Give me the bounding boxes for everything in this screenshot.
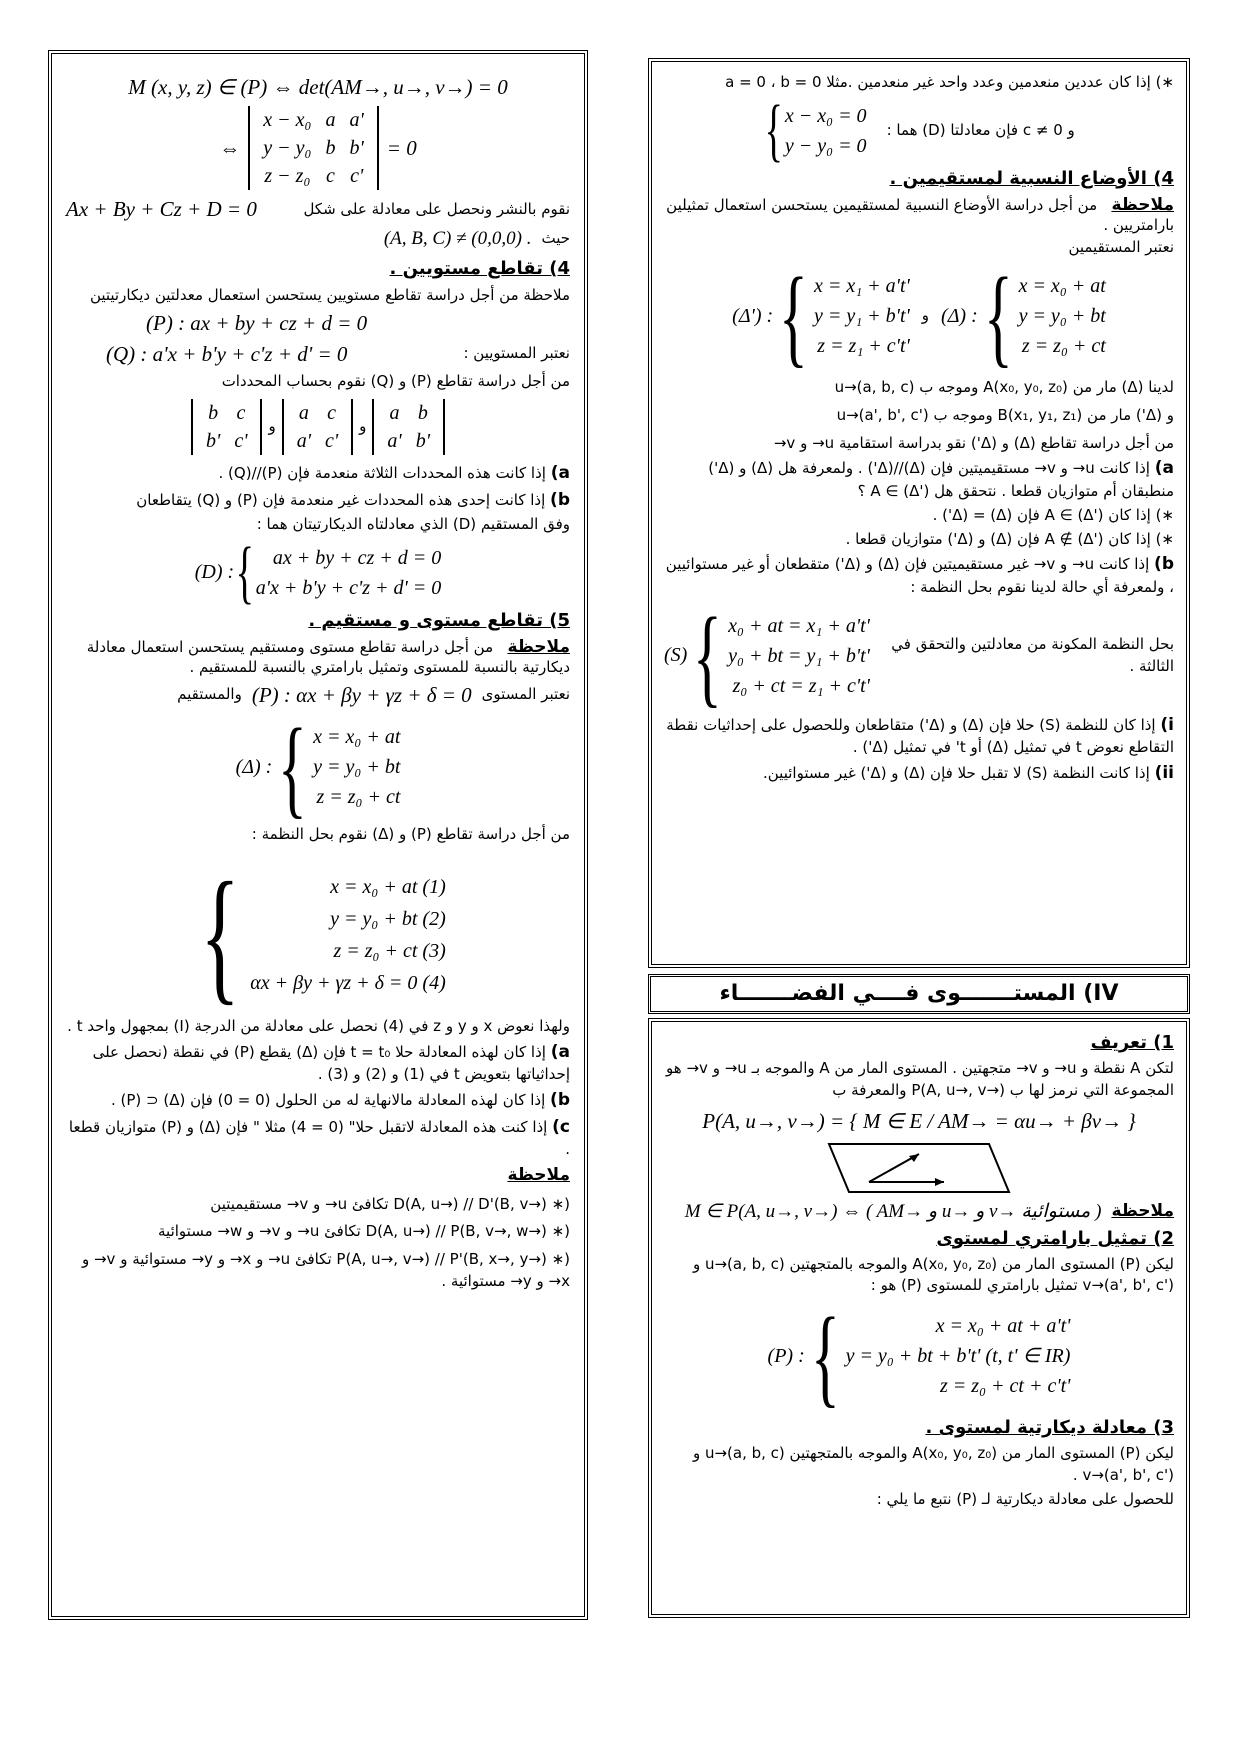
consider-plane-text: نعتبر المستوى [481, 684, 570, 703]
definition-equation: P(A, u→, v→) = { M ∈ E / AM→ = αu→ + βv→ } [702, 1108, 1136, 1133]
where-line [66, 225, 570, 253]
where-text: حيث [541, 228, 570, 247]
intersect-text: من أجل دراسة تقاطع (P) و (Q) نقوم بحساب المحددات [221, 372, 570, 391]
right-bottom-panel [648, 1018, 1190, 1618]
det-ab: a b a' b' [372, 399, 445, 455]
cartesian-text: ليكن (P) المستوى المار من A(x₀, y₀, z₀) والموجه بالمتجهتين u→(a, b, c) و v→(a', b', c') . [692, 1444, 1174, 1485]
line-D-name: (D) : [194, 561, 235, 584]
right-top-panel [648, 58, 1190, 968]
definition-text: لتكن A نقطة و u→ و v→ متجهتين . المستوى المار من A والموجه بـ u→ و v→ هو المجموعة التي نرمز لها ب P(A, u→, v→) والمعرفة ب [666, 1059, 1174, 1099]
right-section-4-note: ملاحظة من أجل دراسة الأوضاع النسبية لمستقيمين يستحسن استعمال تمثيلين بارامتريين . [666, 194, 1174, 234]
brace-icon: { [779, 255, 809, 378]
big-system: { x = x₀ + at (1) y = y₀ + bt (2) z = z₀ + ct (3) αx + βy + γz + δ = 0 (4) [200, 851, 446, 1018]
plane-note-equation: M ∈ P(A, u→, v→) ⇔ ( AM→ و u→ و v→ مستوائية ) [684, 1201, 1102, 1223]
lines-case-a-2: ∗) إذا كان A ∉ (Δ') فإن (Δ) و (Δ') متوازيان قطعا . [845, 529, 1174, 548]
brace-icon: { [983, 255, 1013, 378]
have-delta: لدينا (Δ) مار من A(x₀, y₀, z₀) وموجه ب u→(a, b, c) [834, 378, 1174, 397]
lines-case-a: a) إذا كانت u→ و v→ مستقيميتين فإن (Δ)//(Δ') . ولمعرفة هل (Δ) و (Δ') منطبقان أم متوازيان قطعا . نتحقق هل A ∈ (Δ') ؟ [708, 458, 1174, 501]
remark-2: (∗ D(A, u→) // P(B, v→, w→) تكافئ u→ و v→ و w→ مستوائية [158, 1222, 570, 1241]
where-condition: (A, B, C) ≠ (0,0,0) . [383, 227, 532, 249]
plane-diagram [664, 1140, 1174, 1196]
section-4-note: ملاحظة من أجل دراسة تقاطع مستويين يستحسن استعمال معدلتين ديكارتيتين [89, 285, 570, 304]
det-equals-zero: = 0 [386, 136, 417, 161]
delta-prime-system: (Δ') : { x = x₁ + a't' y = y₁ + b't' z = z₁ + c't' [732, 255, 910, 378]
case-c-a: a) إذا كان لهذه المعادلة حلا t = t₀ فإن (Δ) يقطع (P) في نقطة (نحصل على إحداثياتها بتعويض t في (1) و (2) و (3) . [92, 1041, 570, 1084]
section-5-note: ملاحظة من أجل دراسة تقاطع مستوى ومستقيم يستحسن استعمال معادلة ديكارتية بالنسبة للمستوى وتمثيل بارامتري بالنسبة للمستقيم . [86, 637, 570, 677]
case-b: b) إذا كانت إحدى هذه المحددات غير منعدمة فإن (P) و (Q) يتقاطعان [136, 489, 570, 510]
brace-icon: { [693, 594, 723, 717]
cartesian-title: 3) معادلة ديكارتية لمستوى . [925, 1417, 1174, 1439]
det-ac: a c a' c' [282, 399, 353, 455]
brace-icon: { [200, 851, 241, 1018]
case-c-c: c) إذا كنت هذه المعادلة لاتقبل حلا" (0 = 4) مثلا " فإن (Δ) و (P) متوازيان قطعا . [68, 1116, 570, 1159]
lines-case-a-1: ∗) إذا كان A ∈ (Δ') فإن (Δ) = (Δ') . [932, 505, 1174, 524]
remark-3: (∗ P(A, u→, v→) // P'(B, x→, y→) تكافئ u→ و x→ و y→ مستوائية و v→ و x→ و y→ مستوائية . [81, 1250, 570, 1290]
delta-system-right: (Δ) : { x = x₀ + at y = y₀ + bt z = z₀ + ct [941, 255, 1106, 378]
lines-case-ii: ii) إذا كانت النظمة (S) لا تقبل حلا فإن (Δ) و (Δ') غير مستوائيين. [762, 763, 1174, 784]
parametric-title: 2) تمثيل بارامتري لمستوى [936, 1227, 1174, 1249]
delta-system: (Δ) : { x = x₀ + at y = y₀ + bt z = z₀ + ct [235, 706, 401, 829]
study-text: من أجل دراسة تقاطع (P) و (Δ) نقوم بحل النظمة : [251, 825, 570, 844]
cartesian-text-2: للحصول على معادلة ديكارتية لـ (P) نتبع ما يلي : [876, 1489, 1174, 1508]
zero-case-text: ∗) إذا كان عددين منعدمين وعدد واحد غير منعدمين .مثلا a = 0 ، b = 0 [725, 73, 1174, 91]
definition-title: 1) تعريف [1090, 1032, 1174, 1053]
det-3x3: x − x₀ a a' y − y₀ b b' z − z₀ c c' [248, 106, 378, 190]
brace-icon: { [810, 1295, 840, 1418]
brace-icon: { [764, 91, 784, 169]
parametric-text: ليكن (P) المستوى المار من A(x₀, y₀, z₀) والموجه بالمتجهتين u→(a, b, c) و v→(a', b', c') تمثيل بارامتري للمستوى (P) هو : [692, 1254, 1174, 1295]
case-a: a) إذا كانت هذه المحددات الثلاثة منعدمة فإن (P)//(Q) . [218, 462, 570, 483]
remark-1: (∗ D(A, u→) // D'(B, v→) تكافئ u→ و v→ مستقيميتين [210, 1194, 570, 1213]
zero-case-line: و c ≠ 0 فإن معادلتا (D) هما : { x − x₀ = 0 y − y₀ = 0 [764, 91, 1075, 169]
brace-icon: { [235, 533, 255, 611]
two-lines-systems: (Δ') : { x = x₁ + a't' y = y₁ + b't' z = z₁ + c't' و (Δ) : { x = x₀ + at y = y₀ + bt z = z₀ + ct [732, 255, 1106, 378]
consider-lines-text: نعتبر المستقيمين [1068, 238, 1174, 257]
plane-alpha-line [66, 680, 570, 710]
consider-planes-text: نعتبر المستويين : [463, 344, 570, 363]
lines-case-b: b) إذا كانت u→ و v→ غير مستقيميتين فإن (Δ) و (Δ') متقطعان أو غير مستوائيين ، ولمعرفة أي حالة لدينا نقوم بحل النظمة : [665, 554, 1174, 596]
brace-icon: { [278, 706, 308, 829]
determinants-row [66, 399, 570, 455]
lines-case-i: i) إذا كان للنظمة (S) حلا فإن (Δ) و (Δ') متقاطعان وللحصول على إحداثيات نقطة التقاطع نعوض t في تمثيل (Δ) أو t' في تمثيل (Δ') . [666, 714, 1174, 757]
det-bc: b c b' c' [191, 399, 262, 455]
det-3x3-block [66, 106, 570, 190]
and-line-text: والمستقيم [177, 684, 242, 703]
det-separator: و [268, 417, 276, 436]
study-lines: من أجل دراسة تقاطع (Δ) و (Δ') نقو بدراسة استقامية u→ و v→ [773, 433, 1174, 452]
plane-note-line: ملاحظة M ∈ P(A, u→, v→) ⇔ ( AM→ و u→ و v→ مستوائية ) [664, 1198, 1174, 1226]
plane-Q-equation: (Q) : a'x + b'y + c'z + d' = 0 [106, 341, 348, 366]
right-section-4-title: 4) الأوضاع النسبية لمستقيمين . [889, 167, 1174, 189]
line-D-system: (D) : { ax + by + cz + d = 0 a'x + b'y + c'z + d' = 0 [194, 533, 442, 611]
have-delta-prime: و (Δ') مار من B(x₁, y₁, z₁) وموجه ب u→(a', b', c') [836, 405, 1174, 424]
case-b-continued: وفق المستقيم (D) الذي معادلتاه الديكارتيتان هما : [256, 515, 570, 534]
plane-Q-line [66, 339, 570, 369]
S-system-line: بحل النظمة المكونة من معادلتين والتحقق في الثالثة . (S) { x₀ + at = x₁ + a't' y₀ + bt = y₁ + b't' z₀ + ct = z₁ + c't' [664, 594, 1174, 717]
plane-P-equation: (P) : ax + by + cz + d = 0 [146, 311, 368, 336]
plane-determinant-condition: M (x, y, z) ∈ (P) ⇔ det(AM→, u→, v→) = 0 [128, 75, 508, 99]
cartesian-equation: Ax + By + Cz + D = 0 [66, 197, 257, 222]
equivalence-symbol: ⇔ [219, 136, 241, 161]
zero-case-system: { x − x₀ = 0 y − y₀ = 0 [764, 91, 867, 169]
section-5-title: 5) تقاطع مستوى و مستقيم . [308, 609, 570, 631]
parallelogram-arrows-icon [819, 1140, 1019, 1196]
expand-text: نقوم بالنشر ونحصل على معادلة على شكل [303, 199, 570, 218]
left-panel [48, 50, 588, 1620]
plane-parametric-system: (P) : { x = x₀ + at + a't' y = y₀ + bt + b't' (t, t' ∈ IR) z = z₀ + ct + c't' [767, 1295, 1071, 1418]
remark-title: ملاحظة [507, 1164, 570, 1185]
substitution-text: ولهذا نعوض x و y و z في (4) نحصل على معادلة من الدرجة (I) بمجهول واحد t . [67, 1016, 570, 1035]
expand-line [66, 194, 570, 224]
det-separator: و [359, 417, 367, 436]
S-system: (S) { x₀ + at = x₁ + a't' y₀ + bt = y₁ + b't' z₀ + ct = z₁ + c't' [664, 594, 870, 717]
section-4-title: 4) تقاطع مستويين . [389, 258, 570, 280]
case-c-b: b) إذا كان لهذه المعادلة مالانهاية له من الحلول (0 = 0) فإن (Δ) ⊂ (P) . [110, 1089, 570, 1110]
section-IV-title: IV) المستـــــــوى فــــي الفضـــــــاء [648, 974, 1190, 1014]
plane-alpha-equation: (P) : αx + βy + γz + δ = 0 [251, 682, 472, 707]
